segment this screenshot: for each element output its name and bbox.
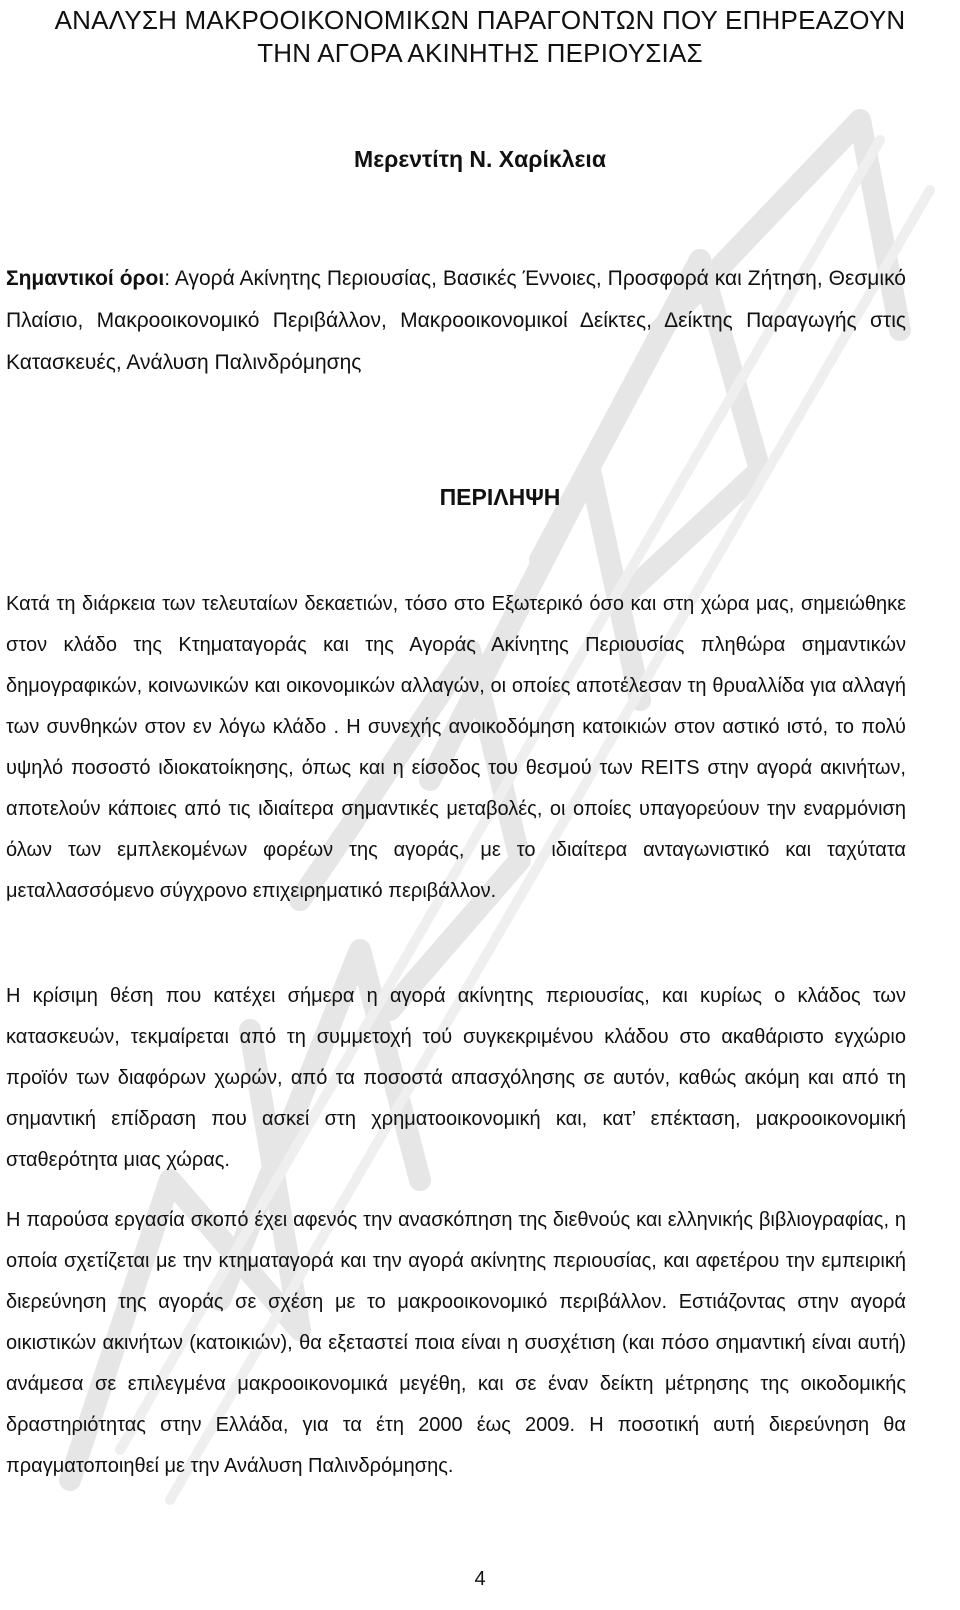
summary-paragraph-2: Η κρίσιμη θέση που κατέχει σήμερα η αγορά ακίνητης περιουσίας, και κυρίως ο κλάδος των κατασκευών, τεκμαίρεται από τη συμμετοχή τού συγκεκριμένου κλάδου στο ακαθάριστο εγχώριο προϊόν των διαφόρων χωρών, από τα ποσοστά απασχόλησης σε αυτόν, καθώς ακόμη και από τη σημαντική επίδραση που ασκεί στη χρηματοοικονομική και, κατ’ επέκταση, μακροοικονομική σταθερότητα μιας χώρας. — [6, 985, 906, 1171]
page-number: 4 — [474, 1568, 486, 1590]
author-name: Μερεντίτη Ν. Χαρίκλεια — [354, 146, 606, 172]
summary-heading: ΠΕΡΙΛΗΨΗ — [439, 484, 561, 510]
title-line-1: ΑΝΑΛΥΣΗ ΜΑΚΡΟΟΙΚΟΝΟΜΙΚΩΝ ΠΑΡΑΓΟΝΤΩΝ ΠΟΥ ΕΠΗΡΕΑΖΟΥΝ — [54, 5, 906, 35]
keywords-paragraph — [6, 258, 906, 384]
keywords-text: : Αγορά Ακίνητης Περιουσίας, Βασικές Έννοιες, Προσφορά και Ζήτηση, Θεσμικό Πλαίσιο, Μακροοικονομικό Περιβάλλον, Μακροοικονομικοί Δείκτες, Δείκτης Παραγωγής στις Κατασκευές, Ανάλυση Παλινδρόμησης — [6, 267, 906, 374]
document-title — [0, 4, 960, 70]
summary-paragraph-1: Κατά τη διάρκεια των τελευταίων δεκαετιών, τόσο στο Εξωτερικό όσο και στη χώρα μας, σημειώθηκε στον κλάδο της Κτηματαγοράς και της Αγοράς Ακίνητης Περιουσίας πληθώρα σημαντικών δημογραφικών, κοινωνικών και οικονομικών αλλαγών, οι οποίες αποτέλεσαν τη θρυαλλίδα για αλλαγή των συνθηκών στον εν λόγω κλάδο . Η συνεχής ανοικοδόμηση κατοικιών στον αστικό ιστό, το πολύ υψηλό ποσοστό ιδιοκατοίκησης, όπως και η είσοδος του θεσμού των REITS στην αγορά ακινήτων, αποτελούν κάποιες από τις ιδιαίτερα σημαντικές μεταβολές, οι οποίες υπαγορεύουν την εναρμόνιση όλων των εμπλεκομένων φορέων της αγοράς, με το ιδιαίτερα ανταγωνιστικό και ταχύτατα μεταλλασσόμενο σύγχρονο επιχειρηματικό περιβάλλον. — [6, 593, 906, 902]
summary-paragraph-3: Η παρούσα εργασία σκοπό έχει αφενός την ανασκόπηση της διεθνούς και ελληνικής βιβλιογραφίας, η οποία σχετίζεται με την κτηματαγορά και την αγορά ακίνητης περιουσίας, και αφετέρου την εμπειρική διερεύνηση της αγοράς σε σχέση με το μακροοικονομικό περιβάλλον. Εστιάζοντας στην αγορά οικιστικών ακινήτων (κατοικιών), θα εξεταστεί ποια είναι η συσχέτιση (και πόσο σημαντική είναι αυτή) ανάμεσα σε επιλεγμένα μακροοικονομικά μεγέθη, και σε έναν δείκτη μέτρησης της οικοδομικής δραστηριότητας στην Ελλάδα, για τα έτη 2000 έως 2009. Η ποσοτική αυτή διερεύνηση θα πραγματοποιηθεί με την Ανάλυση Παλινδρόμησης. — [6, 1209, 906, 1477]
keywords-label: Σημαντικοί όροι — [6, 267, 165, 290]
title-line-2: ΤΗΝ ΑΓΟΡΑ ΑΚΙΝΗΤΗΣ ΠΕΡΙΟΥΣΙΑΣ — [257, 38, 703, 68]
